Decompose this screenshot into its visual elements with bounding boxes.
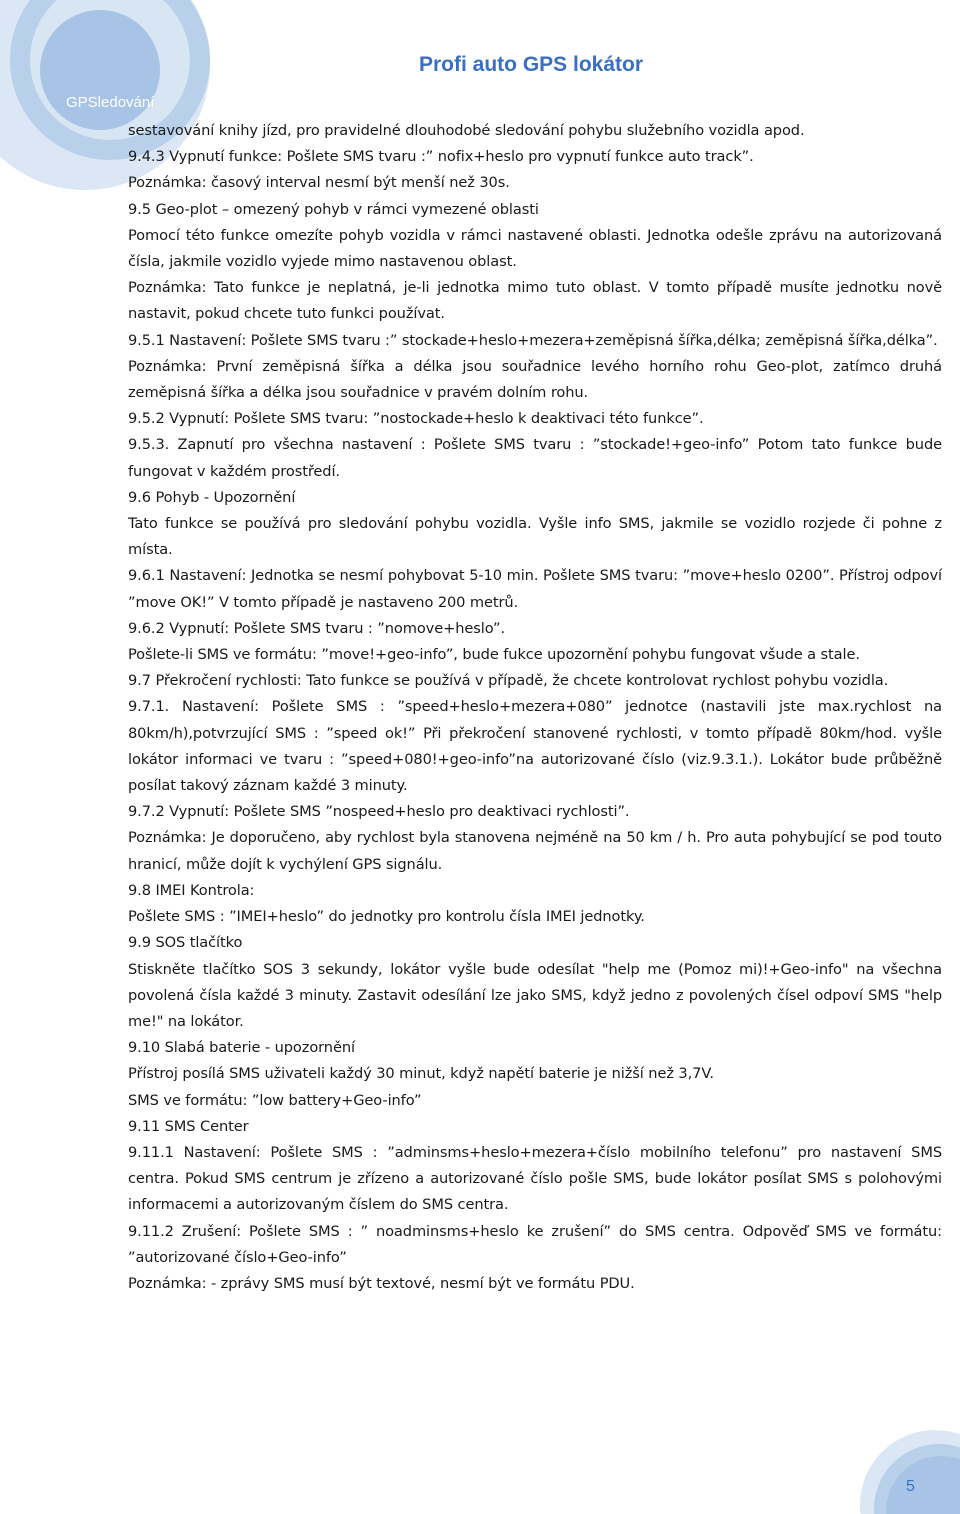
document-title: Profi auto GPS lokátor (419, 53, 644, 76)
page-number: 5 (906, 1478, 915, 1495)
paragraph: 9.5.2 Vypnutí: Pošlete SMS tvaru: ”nostockade+heslo k deaktivaci této funkce”. (128, 410, 704, 428)
footer-decoration (860, 1430, 960, 1514)
paragraph: Přístroj posílá SMS uživateli každý 30 minut, když napětí baterie je nižší než 3,7V. (128, 1065, 714, 1083)
paragraph: 9.6.2 Vypnutí: Pošlete SMS tvaru : ”nomove+heslo”. (128, 619, 506, 637)
paragraph: 9.7.1. Nastavení: Pošlete SMS : ”speed+heslo+mezera+080” jednotce (nastavili jste max.rychlost na 80km/h),potvrzující SMS : ”speed ok!” Při překročení stanovené rychlosti, v tomto případě 80km/hod. vyšle lokátor informaci ve tvaru : ”speed+080!+geo-info”na autorizované číslo (viz.9.3.1.). Lokátor bude průběžně posílat takový záznam každé 3 minuty. (128, 698, 942, 795)
paragraph: Poznámka: časový interval nesmí být menší než 30s. (128, 174, 510, 192)
section-heading: 9.7 Překročení rychlosti: Tato funkce se používá v případě, že chcete kontrolovat rychlost pohybu vozidla. (128, 672, 889, 690)
paragraph: Tato funkce se používá pro sledování pohybu vozidla. Vyšle info SMS, jakmile se vozidlo rozjede či pohne z místa. (128, 515, 942, 559)
paragraph: Poznámka: Tato funkce je neplatná, je-li jednotka mimo tuto oblast. V tomto případě musíte jednotku nově nastavit, pokud chcete tuto funkci používat. (128, 279, 942, 323)
paragraph: 9.4.3 Vypnutí funkce: Pošlete SMS tvaru :” nofix+heslo pro vypnutí funkce auto track”. (128, 148, 754, 166)
section-heading: 9.6 Pohyb - Upozornění (128, 488, 296, 506)
page-content (128, 118, 942, 1297)
section-heading: 9.11 SMS Center (128, 1117, 249, 1135)
paragraph: SMS ve formátu: ”low battery+Geo-info” (128, 1091, 422, 1109)
paragraph: Poznámka: Je doporučeno, aby rychlost byla stanovena nejméně na 50 km / h. Pro auta pohybující se pod touto hranicí, může dojít k vychýlení GPS signálu. (128, 829, 942, 873)
paragraph: Poznámka: - zprávy SMS musí být textové, nesmí být ve formátu PDU. (128, 1274, 635, 1292)
paragraph: 9.5.3. Zapnutí pro všechna nastavení : Pošlete SMS tvaru : ”stockade!+geo-info” Potom tato funkce bude fungovat v každém prostředí. (128, 436, 942, 480)
paragraph: Poznámka: První zeměpisná šířka a délka jsou souřadnice levého horního rohu Geo-plot, zatímco druhá zeměpisná šířka a délka jsou souřadnice v pravém dolním rohu. (128, 357, 942, 402)
paragraph: 9.11.1 Nastavení: Pošlete SMS : ”adminsms+heslo+mezera+číslo mobilního telefonu” pro nastavení SMS centra. Pokud SMS centrum je zřízeno a autorizované číslo pošle SMS, bude lokátor posílat SMS s polohovými informacemi a autorizovaným číslem do SMS centra. (128, 1143, 942, 1214)
paragraph: Stiskněte tlačítko SOS 3 sekundy, lokátor vyšle bude odesílat "help me (Pomoz mi)!+Geo-info" na všechna povolená čísla každé 3 minuty. Zastavit odesílání lze jako SMS, když jedno z povolených čísel odpoví SMS "help me!" na lokátor. (128, 960, 942, 1030)
paragraph: sestavování knihy jízd, pro pravidelné dlouhodobé sledování pohybu služebního vozidla apod. (128, 122, 805, 139)
section-heading: 9.5 Geo-plot – omezený pohyb v rámci vymezené oblasti (128, 200, 539, 218)
paragraph: Pošlete SMS : ”IMEI+heslo” do jednotky pro kontrolu čísla IMEI jednotky. (128, 908, 645, 926)
paragraph: 9.5.1 Nastavení: Pošlete SMS tvaru :” stockade+heslo+mezera+zeměpisná šířka,délka; zeměpisná šířka,délka”. (128, 331, 938, 349)
paragraph: Pošlete-li SMS ve formátu: ”move!+geo-info”, bude fukce upozornění pohybu fungovat všude a stale. (128, 646, 860, 664)
section-heading: 9.8 IMEI Kontrola: (128, 881, 255, 899)
brand-label: GPSledování (66, 94, 155, 111)
paragraph: 9.7.2 Vypnutí: Pošlete SMS ”nospeed+heslo pro deaktivaci rychlosti”. (128, 803, 630, 821)
section-heading: 9.9 SOS tlačítko (128, 934, 243, 952)
paragraph: 9.11.2 Zrušení: Pošlete SMS : ” noadminsms+heslo ke zrušení” do SMS centra. Odpověď SMS ve formátu: ”autorizované číslo+Geo-info” (128, 1222, 942, 1266)
paragraph: Pomocí této funkce omezíte pohyb vozidla v rámci nastavené oblasti. Jednotka odešle zprávu na autorizovaná čísla, jakmile vozidlo vyjede mimo nastavenou oblast. (128, 226, 942, 271)
section-heading: 9.10 Slabá baterie - upozornění (128, 1039, 355, 1057)
paragraph: 9.6.1 Nastavení: Jednotka se nesmí pohybovat 5-10 min. Pošlete SMS tvaru: ”move+heslo 0200”. Přístroj odpoví ”move OK!” V tomto případě je nastaveno 200 metrů. (128, 567, 942, 611)
